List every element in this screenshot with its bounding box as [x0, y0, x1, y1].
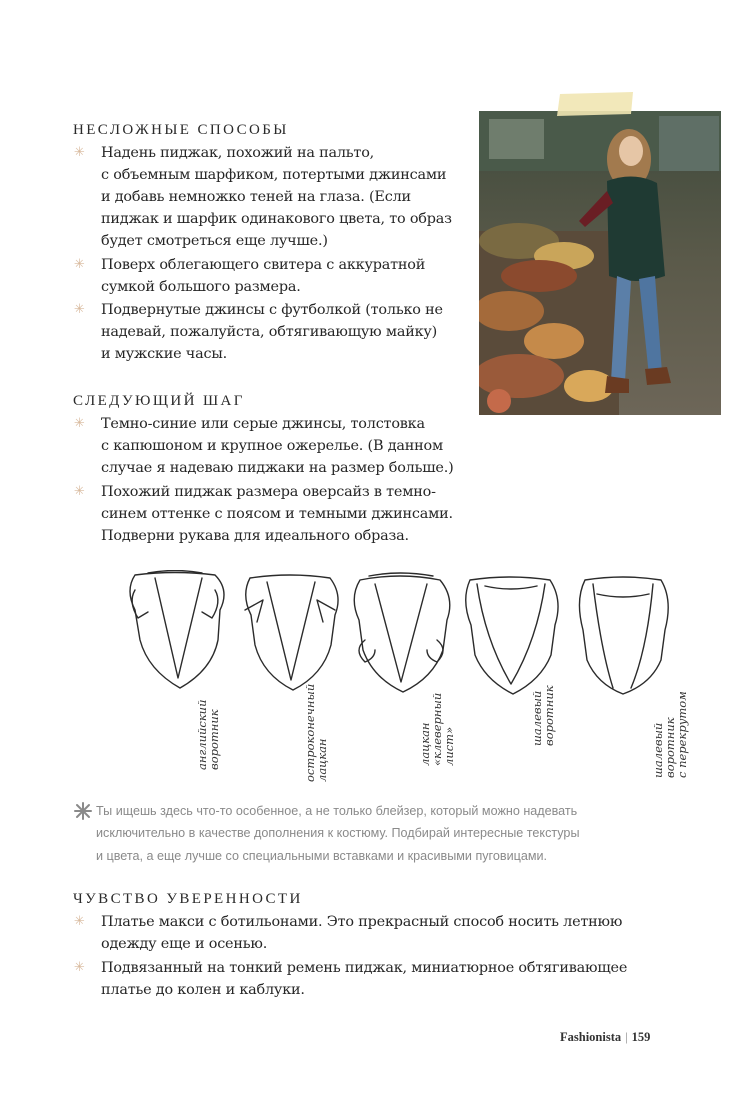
section-heading-easy: НЕСЛОЖНЫЕ СПОСОБЫ — [73, 122, 289, 138]
asterisk-icon: ✳ — [74, 960, 85, 975]
asterisk-icon: ✳ — [74, 484, 85, 499]
lapel-sketch-clover — [354, 573, 450, 692]
lapel-label-peaked: остроконечный лацкан — [303, 683, 329, 782]
bullet-item: ✳ Подвернутые джинсы с футболкой (только не надевай, пожалуйста, обтягивающую майку) и мужские часы. — [74, 302, 443, 362]
asterisk-icon: ✳ — [74, 914, 85, 929]
footer-separator: | — [625, 1030, 628, 1044]
bullet-item: ✳ Платье макси с ботильонами. Это прекрасный способ носить летнюю одежду еще и осенью. — [74, 914, 623, 952]
asterisk-icon: ✳ — [74, 416, 85, 431]
lapel-label-clover: лацкан «клеверный лист» — [418, 692, 456, 766]
bullet-item: ✳ Похожий пиджак размера оверсайз в темно- синем оттенке с поясом и темными джинсами. Подверни рукава для идеального образа. — [74, 484, 453, 544]
asterisk-icon: ✳ — [74, 145, 85, 160]
page-number: 159 — [631, 1030, 651, 1044]
asterisk-icon: ✳ — [74, 302, 85, 317]
note-line: Ты ищешь здесь что-то особенное, а не только блейзер, который можно надевать — [96, 804, 578, 818]
lapel-label-twisted-shawl: шалевый воротник с перекрутом — [651, 691, 689, 778]
lapel-sketch-peaked — [245, 575, 338, 690]
section-heading-confidence: ЧУВСТВО УВЕРЕННОСТИ — [73, 891, 303, 907]
bullet-item: ✳ Надень пиджак, похожий на пальто, с объемным шарфиком, потертыми джинсами и добавь немножко теней на глаза. (Если пиджак и шарфик одинакового цвета, то образ будет смотреться еще лучше.) — [74, 145, 452, 249]
page-footer — [560, 1030, 650, 1045]
lapel-sketch-english — [130, 571, 224, 689]
lapel-label-english: английский воротник — [195, 699, 221, 770]
note-line: и цвета, а еще лучше со специальными вставками и красивыми пуговицами. — [96, 849, 548, 863]
asterisk-icon: ✳ — [74, 257, 85, 272]
bullet-item: ✳ Поверх облегающего свитера с аккуратной сумкой большого размера. — [74, 257, 426, 295]
market-photo — [479, 111, 721, 415]
note-line: исключительно в качестве дополнения к костюму. Подбирай интересные текстуры — [96, 826, 580, 840]
lapel-sketch-twisted-shawl — [579, 577, 668, 694]
bullet-item: ✳ Подвязанный на тонкий ремень пиджак, миниатюрное обтягивающее платье до колен и каблуки. — [74, 960, 628, 998]
lapel-label-shawl: шалевый воротник — [530, 685, 556, 746]
book-title: Fashionista — [560, 1030, 622, 1044]
flower-star-icon — [74, 802, 92, 820]
woman-at-market-illustration — [479, 111, 721, 415]
bullet-item: ✳ Темно-синие или серые джинсы, толстовка с капюшоном и крупное ожерелье. (В данном случае я надеваю пиджаки на размер больше.) — [74, 416, 454, 476]
tape-strip — [557, 92, 635, 116]
lapel-sketch-shawl — [466, 577, 558, 694]
section-heading-next: СЛЕДУЮЩИЙ ШАГ — [73, 393, 245, 409]
